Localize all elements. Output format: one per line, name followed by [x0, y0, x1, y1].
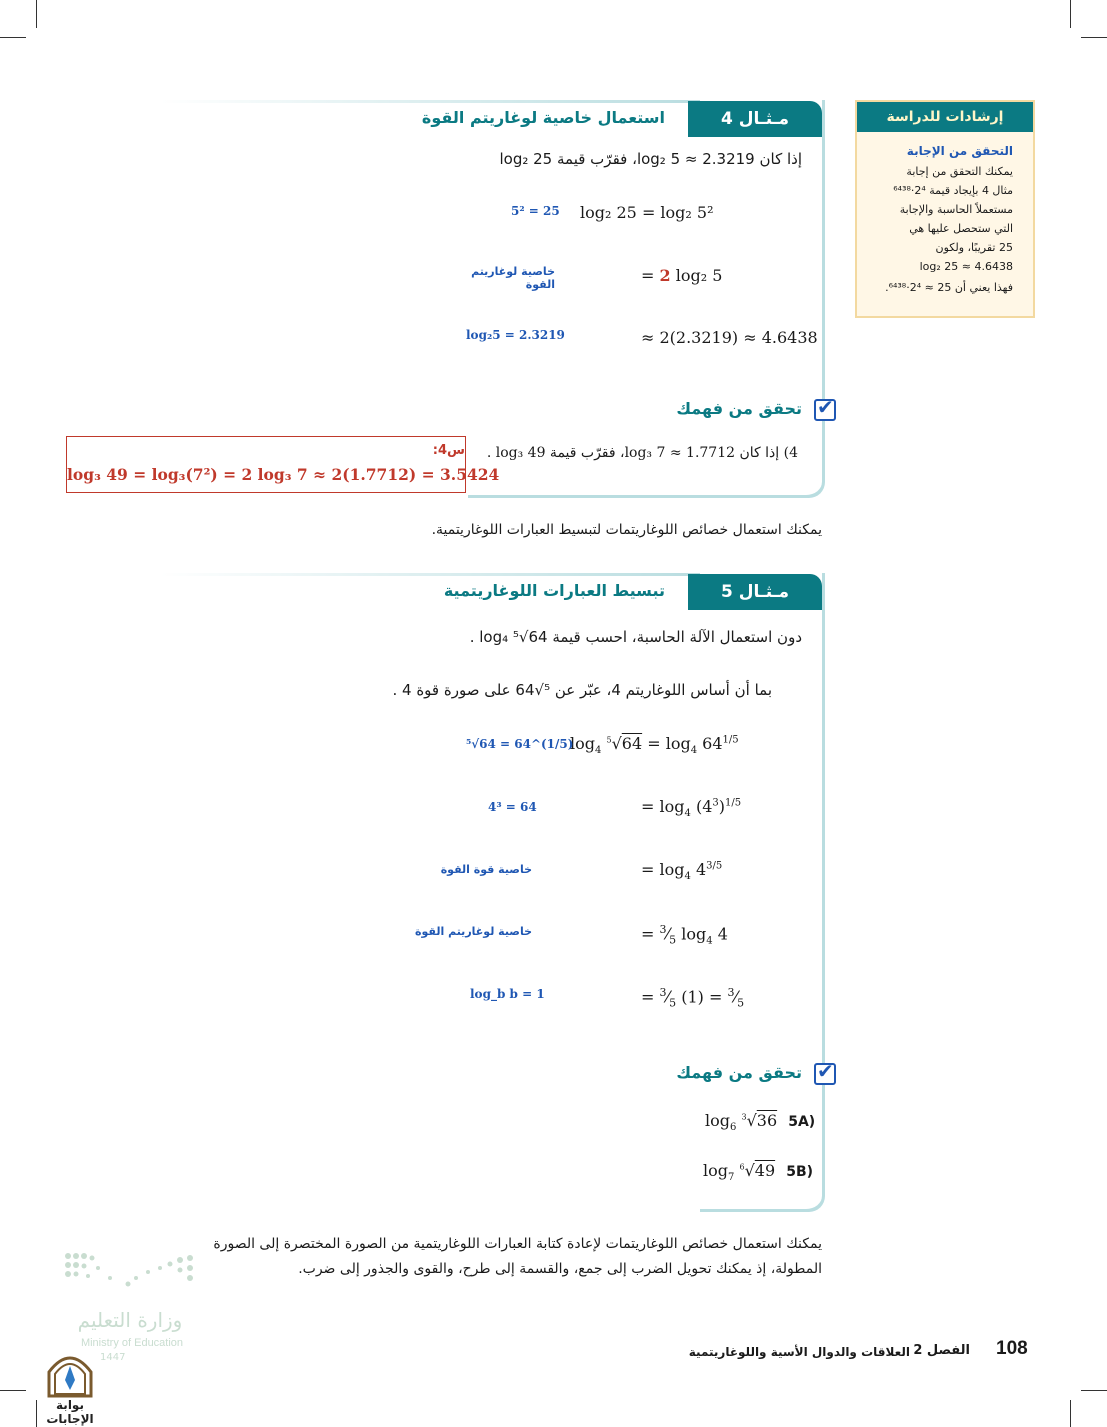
sidebar-line: مثال 4 بإيجاد قيمة 2⁴·⁶⁴³⁸ — [893, 184, 1013, 197]
example-header-line — [160, 573, 700, 576]
exercise-math: $\log_7 ^6√49$ — [703, 1161, 776, 1184]
transition-text: يمكنك استعمال خصائص اللوغاريتمات لتبسيط العبارات اللوغاريتمية. — [431, 522, 822, 538]
step-note: log₂5 = 2.3219 — [466, 328, 565, 342]
sidebar-header: إرشادات للدراسة — [857, 102, 1033, 132]
example-problem: دون استعمال الآلة الحاسبة، احسب قيمة log₄ ⁵√64 . — [469, 628, 802, 646]
step-math: log₂ 25 = log₂ 5² — [580, 203, 714, 222]
answer-label: س4: — [432, 443, 465, 458]
sidebar-line: 25 تقريبًا، ولكون — [935, 241, 1013, 254]
step-note: خاصية لوغاريتم القوة — [471, 265, 555, 291]
example-title: تبسيط العبارات اللوغاريتمية — [443, 581, 665, 600]
exercise-math: $\log_6 ^3√36$ — [705, 1111, 778, 1134]
ministry-year: 1447 — [100, 1352, 126, 1363]
step-note: 5² = 25 — [511, 204, 560, 218]
example-problem: إذا كان log₂ 5 ≈ 2.3219، فقرّب قيمة log₂ 25 — [499, 150, 802, 168]
checkmark-icon — [814, 399, 836, 421]
crop-mark — [1081, 1390, 1107, 1391]
step-note: خاصية لوغاريتم القوة — [415, 925, 532, 938]
step-note: log_b b = 1 — [470, 987, 545, 1001]
step-math: = $^3⁄_5$ $(1) = ^3⁄_5$ — [641, 986, 745, 1010]
crop-mark — [0, 37, 26, 38]
example-tab: مـثـال 4 — [688, 101, 822, 137]
checkmark-icon — [814, 1063, 836, 1085]
step-note: ⁵√64 = 64^(1/5) — [466, 737, 574, 751]
crop-mark — [36, 0, 37, 28]
crop-mark — [1070, 0, 1071, 28]
chapter-number: الفصل 2 — [913, 1343, 970, 1358]
example-tab: مـثـال 5 — [688, 574, 822, 610]
step-math: = $\log_4 4^{3/5}$ — [641, 860, 723, 883]
crop-mark — [0, 1390, 26, 1391]
page-number: 108 — [996, 1338, 1028, 1359]
crop-mark — [1081, 37, 1107, 38]
ministry-name-ar: وزارة التعليم — [77, 1308, 183, 1332]
check-title: تحقق من فهمك — [676, 1063, 802, 1082]
example-title: استعمال خاصية لوغاريتم القوة — [421, 108, 665, 127]
step-math: = $^3⁄_5$ $\log_4 4$ — [641, 923, 728, 947]
step-note: خاصية قوة القوة — [440, 863, 532, 876]
exercise-label: 5B) — [786, 1164, 814, 1180]
sidebar-line: يمكنك التحقق من إجابة — [906, 165, 1013, 178]
sidebar-subtitle: التحقق من الإجابة — [906, 144, 1013, 158]
step-math: = 2 log₂ 5 — [641, 266, 723, 285]
answers-gate-logo — [33, 1350, 107, 1426]
answer-box — [66, 436, 500, 493]
sidebar-line: فهذا يعني أن 25 ≈ 2⁴·⁶⁴³⁸. — [885, 281, 1013, 294]
answers-gate-label: بوابة الإجابات — [46, 1398, 94, 1426]
example-intro: بما أن أساس اللوغاريتم 4، عبّر عن ⁵√64 على صورة قوة 4 . — [392, 681, 772, 699]
chapter-title: العلاقات والدوال الأسية واللوغاريتمية — [688, 1345, 910, 1359]
exercise-label: 5A) — [788, 1114, 816, 1130]
check-title: تحقق من فهمك — [676, 399, 802, 418]
mosque-arch-icon — [33, 1350, 107, 1398]
exercise-5a — [705, 1111, 815, 1133]
step-math: ≈ 2(2.3219) ≈ 4.6438 — [641, 328, 818, 347]
bottom-paragraph-line: المطولة، إذ يمكنك تحويل الضرب إلى جمع، والقسمة إلى طرح، والقوى والجذور إلى ضرب. — [298, 1261, 822, 1277]
crop-mark — [1070, 1400, 1071, 1427]
sidebar-line: مستعملاً الحاسبة والإجابة — [899, 203, 1013, 216]
answer-math: log₃ 49 = log₃(7²) = 2 log₃ 7 ≈ 2(1.7712) = 3.5424 — [67, 465, 500, 484]
step-math: $\log_4 ^5√64 = \log_4 64^{1/5}$ — [570, 734, 739, 757]
step-note: 4³ = 64 — [488, 800, 537, 814]
study-tips-sidebar — [855, 100, 1035, 318]
sidebar-line: log₂ 25 ≈ 4.6438 — [919, 260, 1013, 273]
ministry-name-en: Ministry of Education — [80, 1337, 184, 1349]
step-math: = $\log_4 (4^3)^{1/5}$ — [641, 797, 742, 820]
ministry-logo-dots-icon — [62, 1248, 202, 1292]
exercise-5b — [703, 1161, 813, 1183]
bottom-paragraph-line: يمكنك استعمال خصائص اللوغاريتمات لإعادة كتابة العبارات اللوغاريتمية من الصورة المختصرة إلى الصورة — [213, 1236, 822, 1252]
sidebar-line: التي ستحصل عليها هي — [909, 222, 1013, 235]
exercise-4: 4) إذا كان log₃ 7 ≈ 1.7712، فقرّب قيمة log₃ 49 . — [486, 445, 798, 461]
